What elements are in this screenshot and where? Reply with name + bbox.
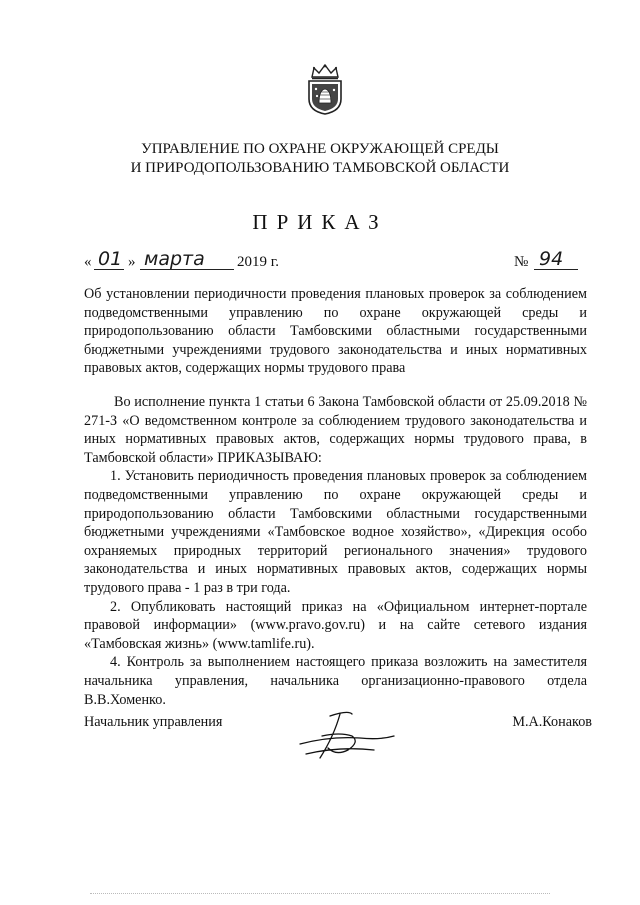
day-underline xyxy=(94,269,124,270)
order-item-4: 4. Контроль за выполнением настоящего приказа возложить на заместителя начальника управления, начальника организационно-правового отдела В.В.Хоменко. xyxy=(84,654,587,708)
date-month: марта xyxy=(144,248,205,270)
document-subject: Об установлении периодичности проведения плановых проверок за соблюдением подведомственными управлению по охране окружающей среды и природопользованию области Тамбовскими областными государственными бюджетными учреждениями трудового законодательства и иных нормативных правовых актов, содержащих нормы трудового права xyxy=(84,286,587,377)
signatory-name: М.А.Конаков xyxy=(512,714,592,730)
open-quote: « xyxy=(84,254,92,270)
document-body xyxy=(84,393,587,709)
order-item-1: 1. Установить периодичность проведения плановых проверок за соблюдением подведомственными управлению по охране окружающей среды и природопользованию области Тамбовскими областными государственными бюджетными учреждениями «Тамбовское водное хозяйство», «Дирекция особо охраняемых природных территорий регионального значения» трудового законодательства и иных нормативных правовых актов, содержащих нормы трудового права - 1 раз в три года. xyxy=(84,468,587,596)
scan-artifact-line xyxy=(90,893,550,895)
signatory-position: Начальник управления xyxy=(84,714,223,730)
organization-name xyxy=(0,140,640,178)
number-label: № xyxy=(514,254,529,270)
date-year: 2019 г. xyxy=(237,254,279,270)
organization-line-2: И ПРИРОДОПОЛЬЗОВАНИЮ ТАМБОВСКОЙ ОБЛАСТИ xyxy=(130,160,510,176)
document-title: ПРИКАЗ xyxy=(252,210,388,234)
document-number: 94 xyxy=(539,248,564,270)
date-day: 01 xyxy=(98,248,123,270)
month-underline xyxy=(140,269,234,270)
date-number-line xyxy=(84,248,584,276)
signature-block xyxy=(84,714,592,784)
number-underline xyxy=(534,269,578,270)
handwritten-signature xyxy=(290,706,400,768)
order-item-2: 2. Опубликовать настоящий приказ на «Официальном интернет-портале правовой информации» (www.pravo.gov.ru) и на сайте сетевого издания «Тамбовская жизнь» (www.tamlife.ru). xyxy=(84,598,587,652)
preamble-paragraph: Во исполнение пункта 1 статьи 6 Закона Тамбовской области от 25.09.2018 № 271-З «О ведомственном контроле за соблюдением трудового законодательства и иных нормативных правовых актов, содержащих нормы трудового права, в Тамбовской области» ПРИКАЗЫВАЮ: xyxy=(84,394,587,466)
coat-of-arms-icon xyxy=(304,63,346,115)
organization-line-1: УПРАВЛЕНИЕ ПО ОХРАНЕ ОКРУЖАЮЩЕЙ СРЕДЫ xyxy=(141,141,499,157)
close-quote: » xyxy=(128,254,136,270)
